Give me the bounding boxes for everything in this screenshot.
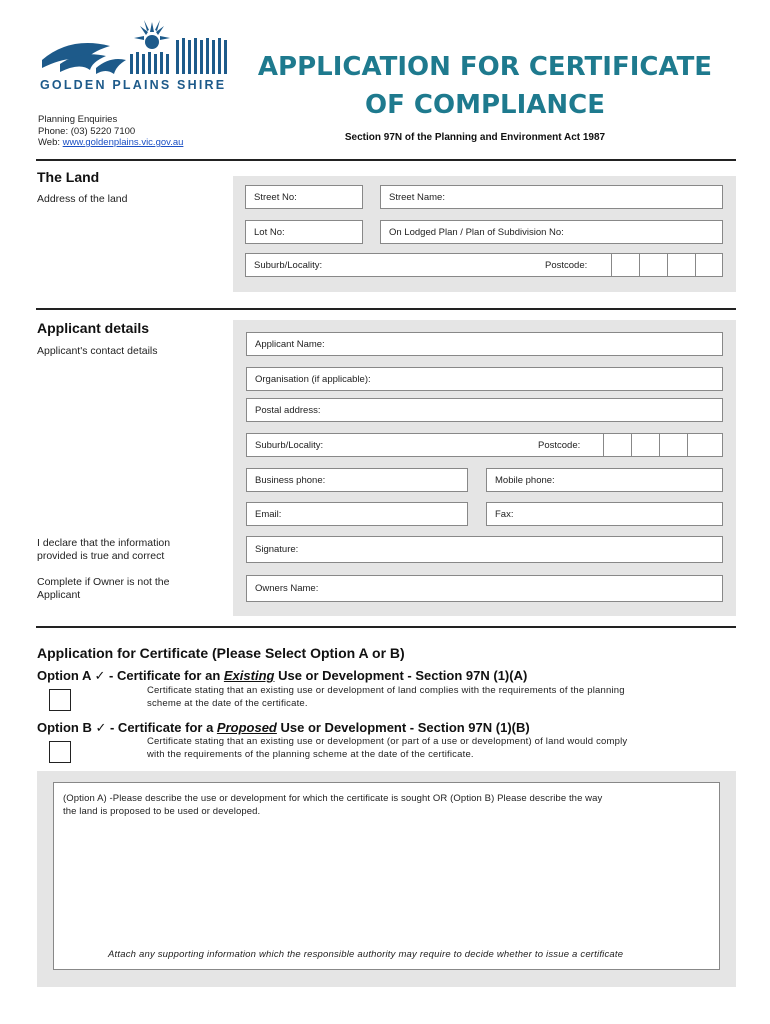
option-a-desc-line-2: scheme at the date of the certificate.	[147, 697, 308, 709]
email-label: Email:	[255, 508, 282, 520]
option-a-desc-line-1: Certificate stating that an existing use or development of land complies with the requirements of the planning	[147, 685, 625, 696]
postal-address-field[interactable]	[246, 398, 723, 422]
option-b-suffix: Use or Development - Section 97N (1)(B)	[276, 720, 530, 735]
enquiries-label: Planning Enquiries	[38, 114, 118, 125]
option-a-title	[37, 668, 527, 684]
option-a-suffix: Use or Development - Section 97N (1)(A)	[274, 668, 528, 683]
page-title	[250, 48, 720, 124]
land-postcode-digit[interactable]	[639, 254, 667, 276]
applicant-postcode-digit[interactable]	[603, 434, 631, 456]
title-line-1: APPLICATION FOR CERTIFICATE	[257, 52, 713, 82]
declaration-line-2: provided is true and correct	[37, 549, 165, 562]
lot-no-label: Lot No:	[254, 226, 285, 238]
phone-text: Phone: (03) 5220 7100	[38, 125, 136, 137]
declaration-text	[37, 537, 170, 562]
option-b-description	[147, 736, 737, 761]
option-b-checkbox[interactable]	[49, 741, 71, 763]
option-b-prefix: Option B ✓ - Certificate for a	[37, 720, 217, 735]
certificate-heading: Application for Certificate (Please Select Option A or B)	[37, 645, 405, 661]
land-suburb-label: Suburb/Locality:	[254, 259, 323, 271]
owner-note	[37, 576, 169, 601]
option-b-desc-line-1: Certificate stating that an existing use or development (or part of a use or development) of land would comply	[147, 736, 628, 747]
applicant-subheading: Applicant's contact details	[37, 345, 158, 357]
description-prompt-line-1: (Option A) -Please describe the use or development for which the certificate is sought OR (Option B) Please describe the way	[63, 793, 603, 804]
applicant-postcode-digit[interactable]	[659, 434, 687, 456]
declaration-line-1: I declare that the information	[37, 537, 171, 549]
land-postcode-digit[interactable]	[695, 254, 722, 276]
option-a-description	[147, 685, 737, 710]
title-line-2: OF COMPLIANCE	[365, 90, 605, 120]
land-heading: The Land	[37, 169, 100, 185]
fax-label: Fax:	[495, 508, 514, 520]
section-divider	[36, 626, 736, 628]
owners-name-field[interactable]	[246, 575, 723, 602]
website-link[interactable]: www.goldenplains.vic.gov.au	[62, 137, 184, 148]
land-postcode-digit[interactable]	[611, 254, 639, 276]
contact-block	[38, 114, 183, 149]
email-field[interactable]	[246, 502, 468, 526]
lot-no-field[interactable]	[245, 220, 363, 244]
business-phone-label: Business phone:	[255, 474, 326, 486]
plan-no-field[interactable]	[380, 220, 723, 244]
applicant-heading: Applicant details	[37, 320, 150, 336]
web-line	[38, 137, 183, 149]
applicant-postcode-label: Postcode:	[538, 440, 581, 451]
option-a-prefix: Option A ✓ - Certificate for an	[37, 668, 224, 683]
applicant-suburb-label: Suburb/Locality:	[255, 439, 324, 451]
section-divider	[36, 308, 736, 310]
street-name-label: Street Name:	[389, 191, 445, 203]
signature-field[interactable]	[246, 536, 723, 563]
option-a-emphasis: Existing	[223, 668, 275, 683]
land-subheading: Address of the land	[37, 193, 128, 205]
plan-no-label: On Lodged Plan / Plan of Subdivision No:	[389, 226, 564, 238]
mobile-phone-label: Mobile phone:	[495, 474, 555, 486]
supporting-info-note: Attach any supporting information which the responsible authority may require to decide whether to issue a certificate	[108, 949, 624, 960]
mobile-phone-field[interactable]	[486, 468, 723, 492]
owner-note-line-1: Complete if Owner is not the	[37, 576, 170, 588]
business-phone-field[interactable]	[246, 468, 468, 492]
option-b-title	[37, 720, 530, 736]
option-a-checkbox[interactable]	[49, 689, 71, 711]
street-no-label: Street No:	[254, 191, 297, 203]
street-no-field[interactable]	[245, 185, 363, 209]
act-subtitle: Section 97N of the Planning and Environment Act 1987	[344, 132, 606, 143]
section-divider	[36, 159, 736, 161]
option-b-desc-line-2: with the requirements of the planning scheme at the date of the certificate.	[147, 748, 474, 760]
organisation-label: Organisation (if applicable):	[255, 373, 371, 385]
applicant-postcode-digit[interactable]	[631, 434, 659, 456]
fax-field[interactable]	[486, 502, 723, 526]
applicant-name-field[interactable]	[246, 332, 723, 356]
owners-name-label: Owners Name:	[255, 583, 319, 594]
owner-note-line-2: Applicant	[37, 588, 81, 601]
land-postcode-digit[interactable]	[667, 254, 695, 276]
web-label: Web:	[38, 137, 63, 148]
option-b-emphasis: Proposed	[216, 720, 277, 735]
organisation-field[interactable]	[246, 367, 723, 391]
land-postcode-label: Postcode:	[545, 260, 588, 271]
applicant-postcode-digit[interactable]	[687, 434, 722, 456]
applicant-name-label: Applicant Name:	[255, 338, 325, 350]
description-prompt-line-2: the land is proposed to be used or developed.	[63, 805, 261, 817]
postal-address-label: Postal address:	[255, 404, 321, 416]
description-prompt	[63, 793, 718, 818]
street-name-field[interactable]	[380, 185, 723, 209]
signature-label: Signature:	[255, 544, 299, 555]
org-name: GOLDEN PLAINS SHIRE	[40, 78, 227, 92]
